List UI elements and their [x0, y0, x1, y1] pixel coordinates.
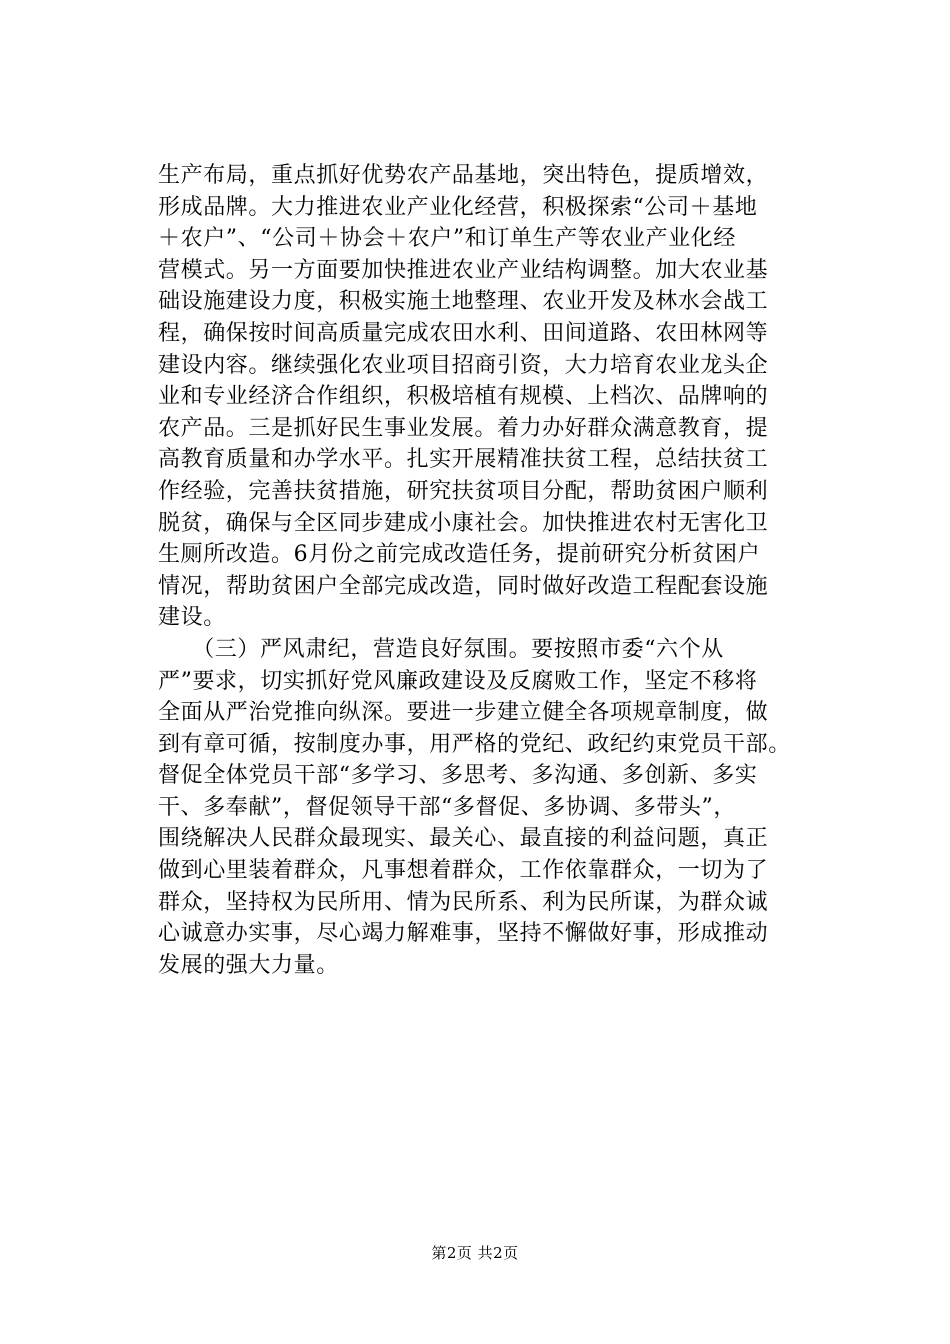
text-line: 督促全体党员干部“多学习、多思考、多沟通、多创新、多实	[158, 763, 758, 789]
text-line: 群众，坚持权为民所用、情为民所系、利为民所谋，为群众诚	[158, 889, 769, 915]
text-line: 发展的强大力量。	[158, 952, 339, 978]
text-line: 情况，帮助贫困户全部完成改造，同时做好改造工程配套设施	[158, 573, 769, 599]
text-line: 全面从严治党推向纵深。要进一步建立健全各项规章制度，做	[158, 700, 769, 726]
text-line: 营模式。另一方面要加快推进农业产业结构调整。加大农业基	[158, 257, 769, 283]
text-line: 干、多奉献”，督促领导干部“多督促、多协调、多带头”，	[158, 794, 736, 820]
text-line: 脱贫，确保与全区同步建成小康社会。加快推进农村无害化卫	[158, 510, 769, 536]
text-line: 程，确保按时间高质量完成农田水利、田间道路、农田林网等	[158, 320, 769, 346]
text-line: 围绕解决人民群众最现实、最关心、最直接的利益问题，真正	[158, 826, 769, 852]
text-line: 到有章可循，按制度办事，用严格的党纪、政纪约束党员干部。	[158, 731, 791, 757]
text-line: 建设。	[158, 605, 226, 631]
text-line: 高教育质量和办学水平。扎实开展精准扶贫工程，总结扶贫工	[158, 447, 769, 473]
document-body	[158, 160, 858, 981]
text-line: 础设施建设力度，积极实施土地整理、农业开发及林水会战工	[158, 289, 769, 315]
text-line: 生厕所改造。6月份之前完成改造任务，提前研究分析贫困户	[158, 542, 761, 568]
text-line: 农产品。三是抓好民生事业发展。着力办好群众满意教育，提	[158, 415, 769, 441]
text-line: 形成品牌。大力推进农业产业化经营，积极探索“公司＋基地	[158, 194, 758, 220]
text-line: 严”要求，切实抓好党风廉政建设及反腐败工作，坚定不移将	[158, 668, 758, 694]
text-line: 心诚意办实事，尽心竭力解难事，坚持不懈做好事，形成推动	[158, 921, 769, 947]
text-line: 生产布局，重点抓好优势农产品基地，突出特色，提质增效，	[158, 163, 769, 188]
section-heading-line: （三）严风肃纪，营造良好氛围。要按照市委“六个从	[158, 636, 724, 662]
text-line: 做到心里装着群众，凡事想着群众，工作依靠群众，一切为了	[158, 858, 769, 884]
text-line: ＋农户”、“公司＋协会＋农户”和订单生产等农业产业化经	[158, 226, 736, 252]
text-line: 作经验，完善扶贫措施，研究扶贫项目分配，帮助贫困户顺利	[158, 478, 769, 504]
page-number-footer: 第2页 共2页	[431, 1244, 519, 1262]
text-line: 业和专业经济合作组织，积极培植有规模、上档次、品牌响的	[158, 384, 769, 410]
text-line: 建设内容。继续强化农业项目招商引资，大力培育农业龙头企	[158, 352, 769, 378]
